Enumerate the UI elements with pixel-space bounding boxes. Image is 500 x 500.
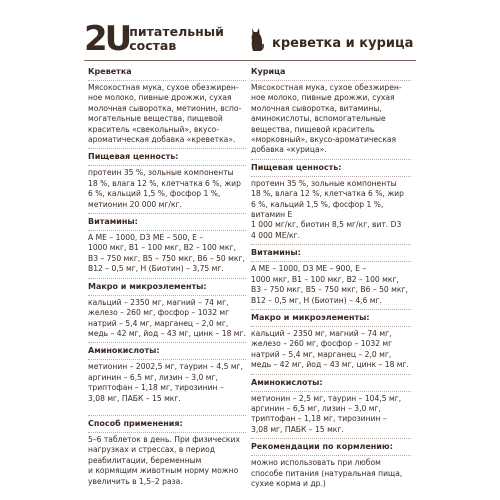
chicken-ingredients: Мясокостная мука, сухое обезжирен- ное молоко, пивные дрожжи, сухая молочная сыворотка, витамины, аминокислоты, вспомогательные вещества, пищевой краситель «морковный», вкусо-ароматическая добавка «курица». xyxy=(251,83,402,155)
dotted-divider xyxy=(251,326,411,327)
dotted-divider xyxy=(88,415,246,416)
shrimp-vitamins: А МЕ – 1000, D3 МЕ – 500, Е – 1000 мкг, В1 – 100 мкг, В2 – 100 мкг, В3 – 750 мкг, В5 – 750 мкг, В6 – 50 мкг, В12 – 0,5 мг, Н (Биотин) – 3,75 мг. xyxy=(88,233,245,274)
dotted-divider xyxy=(251,176,411,177)
usage-text: 5–6 таблеток в день. При физических нагрузках и стрессах, в период реабилитации, беременным и кормящим животным норму можно увеличить в 1,5–2 раза. xyxy=(88,434,240,486)
feeding-heading: Рекомендации по кормлению: xyxy=(251,442,393,452)
shrimp-amino: метионин – 2002,5 мг, таурин – 4,5 мг, аргинин – 6,5 мг, лизин – 3,0 мг, триптофан – 1,18 мг, тирозинин – 3,08 мг, ПАБК – 15 мкг. xyxy=(88,362,243,403)
dotted-divider xyxy=(251,391,411,392)
dotted-divider xyxy=(251,438,411,439)
chicken-amino-heading: Аминокислоты: xyxy=(251,377,323,387)
chicken-nutrition: протеин 35 %, зольные компоненты 18 %, влага 12 %, клетчатка 6 %, жир 6 %, кальций 1,5 %, фосфор 1 %, витамин Е 1 000 мг/кг, биотин 8,5 мг/кг, вит. D3 4 000 МЕ/кг. xyxy=(251,178,404,240)
chicken-amino: метионин – 2,5 мг, таурин – 104,5 мг, аргинин – 6,5 мг, лизин – 3,0 мг, триптофан – 1,18 мг, тирозинин – 3,08 мг, ПАБК – 15 мкг. xyxy=(251,393,402,434)
chicken-vitamins: А МЕ – 1000, D3 МЕ – 900, Е – 1000 мкг, В1 – 100 мкг, В2 – 100 мкг, В3 – 750 мкг, В5 – 750 мкг, В6 – 50 мкг, В12 – 0,5 мг, Н (Биотин) – 4,6 мг. xyxy=(251,264,408,305)
header-divider xyxy=(84,60,416,61)
product-title: креветка и курица xyxy=(272,35,414,51)
dotted-divider xyxy=(251,374,411,375)
shrimp-nutrition-heading: Пищевая ценность: xyxy=(88,152,179,162)
product-header xyxy=(250,26,413,52)
dotted-divider xyxy=(251,261,411,262)
chicken-minerals-heading: Макро и микроэлементы: xyxy=(251,312,370,322)
chicken-minerals: кальций – 2350 мг, магний – 74 мг, железо – 260 мг, фосфор – 1032 мг натрий – 5,4 мг, марганец – 2,0 мг, медь – 42 мг, йод – 43 мг, цинк – 18 мг. xyxy=(251,328,409,370)
shrimp-minerals: кальций – 2350 мг, магний – 74 мг, железо – 260 мг, фосфор – 1032 мг натрий – 5,4 мг, марганец – 2,0 мг, медь – 42 мг, йод – 43 мг, цинк – 18 мг. xyxy=(88,297,246,338)
dotted-divider xyxy=(88,148,246,149)
cat-silhouette-icon xyxy=(250,26,264,52)
shrimp-vitamins-heading: Витамины: xyxy=(88,217,138,227)
shrimp-ingredients: Мясокостная мука, сухое обезжирен- ное молоко, пивные дрожжи, сухая молочная сыворотка, метионин, вспо- могательные вещества, пищевой краситель «свекольный», вкусо- ароматическая добавка «креветка». xyxy=(88,83,242,145)
dotted-divider xyxy=(251,309,411,310)
brand-2u-logo: 2U xyxy=(84,19,130,59)
logo-subtitle: питательный состав xyxy=(129,24,224,53)
brand-logo xyxy=(84,19,224,59)
usage-heading: Способ применения: xyxy=(88,418,183,428)
dotted-divider xyxy=(88,230,246,231)
dotted-divider xyxy=(88,432,246,433)
dotted-divider xyxy=(251,80,411,81)
dotted-divider xyxy=(88,359,246,360)
shrimp-minerals-heading: Макро и микроэлементы: xyxy=(88,281,207,291)
dotted-divider xyxy=(88,342,246,343)
shrimp-amino-heading: Аминокислоты: xyxy=(88,346,160,356)
shrimp-nutrition: протеин 35 %, зольные компоненты 18 %, влага 12 %, клетчатка 6 %, жир 6 %, кальций 1,5 %, фосфор 1 %, метионин 20 000 мг/кг. xyxy=(88,168,241,209)
dotted-divider xyxy=(88,295,246,296)
shrimp-column xyxy=(88,66,246,487)
shrimp-name: Креветка xyxy=(88,67,132,76)
chicken-name: Курица xyxy=(251,67,286,76)
chicken-nutrition-heading: Пищевая ценность: xyxy=(251,162,342,172)
chicken-vitamins-heading: Витамины: xyxy=(251,248,301,258)
dotted-divider xyxy=(251,455,411,456)
dotted-divider xyxy=(88,165,246,166)
chicken-column xyxy=(251,66,411,489)
dotted-divider xyxy=(88,213,246,214)
feeding-text: можно использовать при любом способе питания (натуральная пища, сухие корма и др.) xyxy=(251,458,403,488)
dotted-divider xyxy=(88,80,246,81)
dotted-divider xyxy=(251,244,411,245)
dotted-divider xyxy=(251,159,411,160)
dotted-divider xyxy=(88,278,246,279)
